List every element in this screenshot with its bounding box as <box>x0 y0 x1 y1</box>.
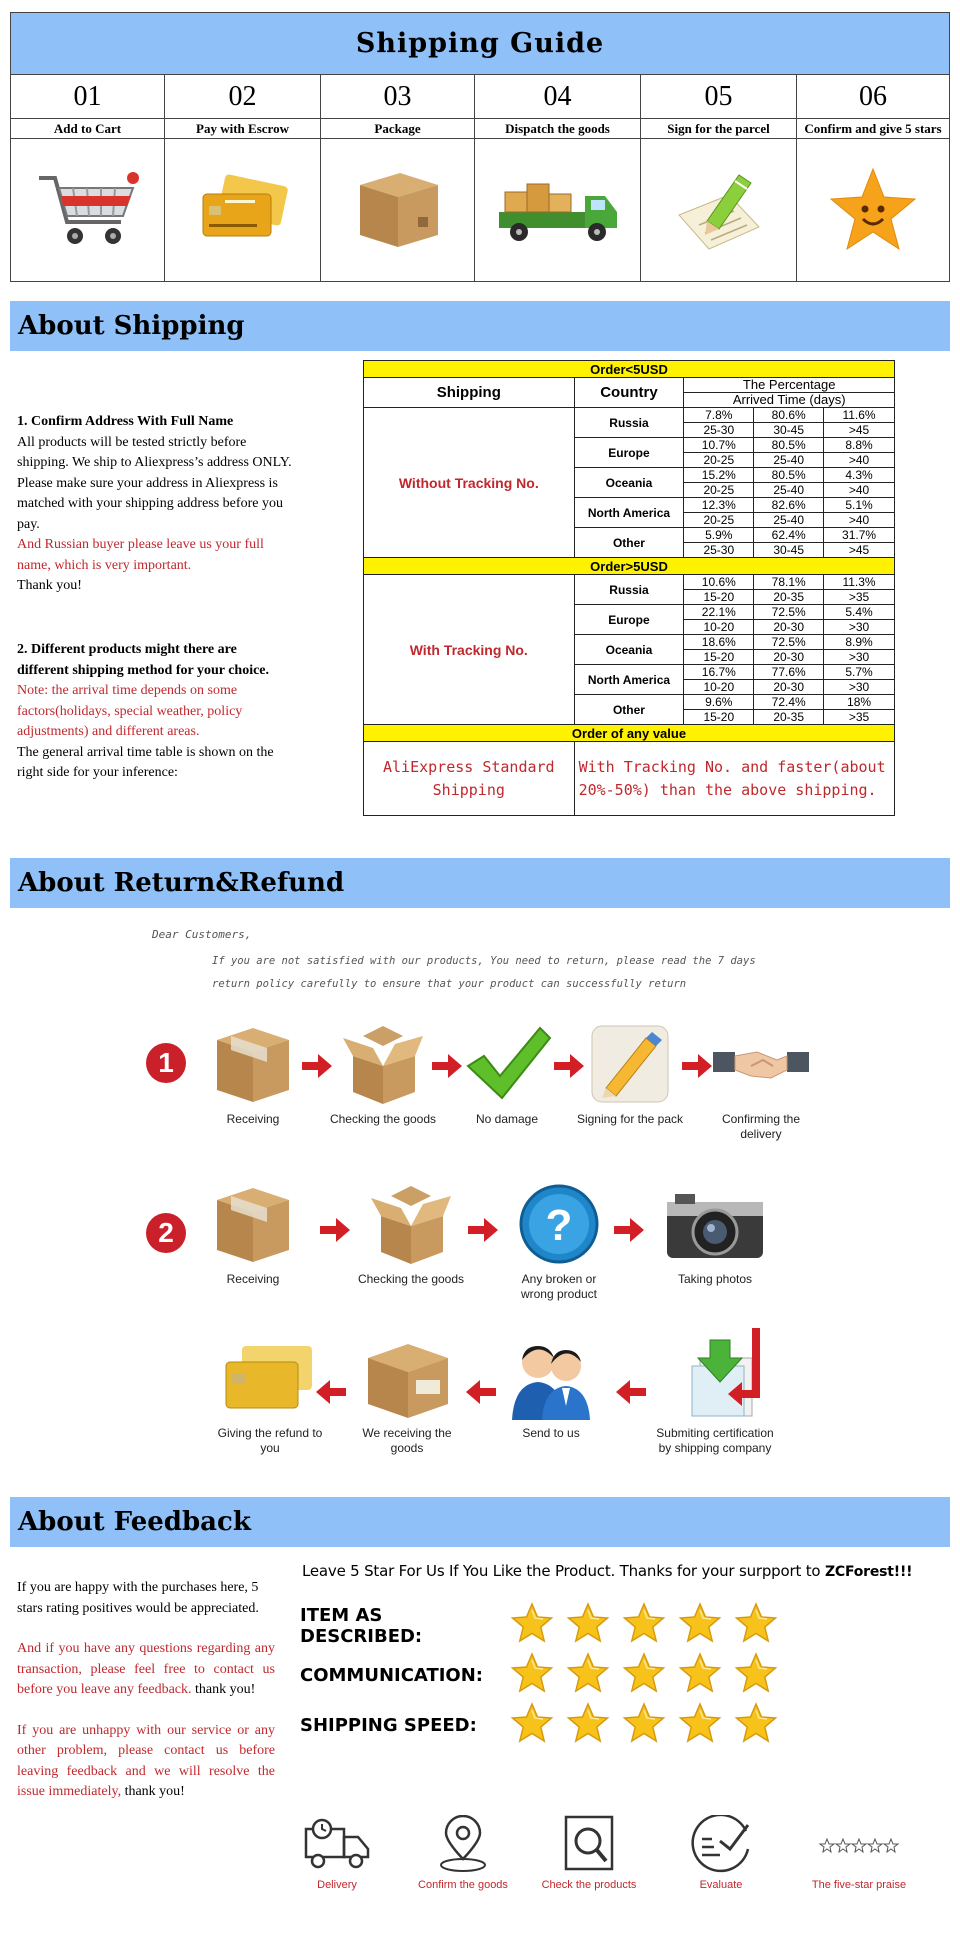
percentage-cell: 80.6% <box>754 408 824 423</box>
return-policy-line-1: If you are not satisfied with our products, You need to return, please read the 7 days <box>212 955 756 967</box>
percentage-cell: 10.6% <box>684 575 754 590</box>
percentage-cell: 82.6% <box>754 498 824 513</box>
percentage-cell: 77.6% <box>754 665 824 680</box>
evaluate-check-icon <box>686 1815 756 1875</box>
col-arrived-time: Arrived Time (days) <box>684 393 895 408</box>
feedback-step-label: Check the products <box>541 1879 637 1891</box>
standard-shipping-note: With Tracking No. and faster(about 20%-50%) than the above shipping. <box>574 742 894 816</box>
star-icon <box>566 1602 610 1649</box>
days-cell: 20-35 <box>754 590 824 605</box>
refund-step-caption: Receiving <box>226 1272 280 1286</box>
star-icon <box>622 1702 666 1749</box>
feedback-step-evaluate <box>656 1815 786 1891</box>
percentage-cell: 11.3% <box>824 575 895 590</box>
star-icon <box>566 1702 610 1749</box>
rating-item-described <box>300 1602 778 1649</box>
col-country: Country <box>574 378 684 408</box>
order-any-label: Order of any value <box>364 725 895 742</box>
step-label: Sign for the parcel <box>641 119 796 139</box>
star-rating <box>510 1602 778 1649</box>
feedback-step-label: Confirm the goods <box>418 1879 508 1891</box>
percentage-cell: 5.1% <box>824 498 895 513</box>
percentage-cell: 8.8% <box>824 438 895 453</box>
days-cell: 20-25 <box>684 453 754 468</box>
star-icon <box>566 1652 610 1699</box>
percentage-cell: 15.2% <box>684 468 754 483</box>
days-cell: 10-20 <box>684 680 754 695</box>
country-cell: Other <box>574 695 684 725</box>
percentage-cell: 5.9% <box>684 528 754 543</box>
rating-label: SHIPPING SPEED: <box>300 1715 477 1736</box>
standard-shipping-name: AliExpress Standard Shipping <box>364 742 575 816</box>
feedback-notes <box>17 1578 275 1823</box>
days-cell: >30 <box>824 680 895 695</box>
percentage-cell: 5.7% <box>824 665 895 680</box>
feedback-step-delivery <box>272 1815 402 1891</box>
refund-step-caption: Send to us <box>522 1426 580 1440</box>
five-stars-outline-icon <box>819 1815 899 1875</box>
rating-communication <box>300 1652 778 1699</box>
percentage-cell: 31.7% <box>824 528 895 543</box>
col-shipping: Shipping <box>364 378 575 408</box>
step-number: 05 <box>641 75 796 119</box>
days-cell: 20-35 <box>754 710 824 725</box>
address-thanks: Thank you! <box>17 578 82 593</box>
step-label: Package <box>321 119 474 139</box>
days-cell: >30 <box>824 650 895 665</box>
method-heading: 2. Different products might there are different shipping method for your choice. <box>17 642 270 678</box>
country-cell: North America <box>574 498 684 528</box>
feedback-step-label: The five-star praise <box>811 1879 907 1891</box>
step-label: Pay with Escrow <box>165 119 320 139</box>
days-cell: 25-40 <box>754 483 824 498</box>
about-feedback-header <box>10 1497 950 1547</box>
step-number: 03 <box>321 75 474 119</box>
section-title: About Feedback <box>18 1507 251 1537</box>
method-note: Note: the arrival time depends on some factors(holidays, special weather, policy adjustments) and different areas. <box>17 683 243 739</box>
percentage-cell: 18% <box>824 695 895 710</box>
order-gt-label: Order>5USD <box>364 558 895 575</box>
rating-shipping-speed <box>300 1702 778 1749</box>
feedback-step-check <box>524 1815 654 1891</box>
days-cell: 15-20 <box>684 590 754 605</box>
svg-text:?: ? <box>545 1201 573 1250</box>
days-cell: 25-40 <box>754 513 824 528</box>
method-without-tracking: Without Tracking No. <box>364 408 575 558</box>
star-icon <box>678 1702 722 1749</box>
feedback-questions-thanks: thank you! <box>195 1682 256 1697</box>
shipping-guide-title: Shipping Guide <box>355 28 605 59</box>
star-icon <box>734 1702 778 1749</box>
star-icon <box>678 1652 722 1699</box>
refund-step-caption: Checking the goods <box>357 1272 465 1286</box>
order-lt-label: Order<5USD <box>364 361 895 378</box>
days-cell: >40 <box>824 453 895 468</box>
brand-name: ZCForest!!! <box>824 1564 913 1580</box>
percentage-cell: 80.5% <box>754 468 824 483</box>
step-number: 04 <box>475 75 640 119</box>
days-cell: 30-45 <box>754 423 824 438</box>
percentage-cell: 72.5% <box>754 635 824 650</box>
days-cell: 25-30 <box>684 543 754 558</box>
star-icon <box>678 1602 722 1649</box>
return-policy-line-2: return policy carefully to ensure that your product can successfully return <box>212 978 687 990</box>
percentage-cell: 80.5% <box>754 438 824 453</box>
address-important: And Russian buyer please leave us your full name, which is very important. <box>17 537 264 573</box>
country-cell: Europe <box>574 438 684 468</box>
percentage-cell: 62.4% <box>754 528 824 543</box>
section-title: About Shipping <box>18 311 245 341</box>
country-cell: Russia <box>574 575 684 605</box>
percentage-cell: 11.6% <box>824 408 895 423</box>
days-cell: 15-20 <box>684 710 754 725</box>
refund-step-caption: Taking photos <box>677 1272 753 1286</box>
days-cell: 20-30 <box>754 620 824 635</box>
magnifier-icon <box>554 1815 624 1875</box>
days-cell: 10-20 <box>684 620 754 635</box>
feedback-step-label: Delivery <box>317 1879 357 1891</box>
star-rating <box>510 1652 778 1699</box>
refund-step-caption: Giving the refund to you <box>217 1426 323 1455</box>
feedback-headline <box>302 1562 912 1580</box>
days-cell: 20-30 <box>754 680 824 695</box>
star-icon <box>510 1602 554 1649</box>
star-icon <box>734 1602 778 1649</box>
percentage-cell: 12.3% <box>684 498 754 513</box>
days-cell: 25-30 <box>684 423 754 438</box>
country-cell: North America <box>574 665 684 695</box>
feedback-unhappy-text: If you are unhappy with our service or any other problem, please contact us before leaving feedback and we will resolve the issue immediately, <box>17 1722 275 1799</box>
refund-step-caption: Checking the goods <box>329 1112 437 1126</box>
feedback-headline-text: Leave 5 Star For Us If You Like the Product. Thanks for your surpport to <box>302 1562 821 1580</box>
step-number: 06 <box>797 75 949 119</box>
country-cell: Other <box>574 528 684 558</box>
percentage-cell: 4.3% <box>824 468 895 483</box>
percentage-cell: 72.4% <box>754 695 824 710</box>
refund-step-caption: No damage <box>475 1112 539 1126</box>
percentage-cell: 18.6% <box>684 635 754 650</box>
feedback-step-label: Evaluate <box>699 1879 743 1891</box>
refund-step-caption: We receiving the goods <box>362 1426 452 1455</box>
step-label: Dispatch the goods <box>475 119 640 139</box>
star-icon <box>510 1652 554 1699</box>
col-percentage: The Percentage <box>684 378 895 393</box>
feedback-step-praise <box>794 1815 924 1891</box>
percentage-cell: 78.1% <box>754 575 824 590</box>
delivery-truck-outline-icon <box>302 1815 372 1875</box>
days-cell: 15-20 <box>684 650 754 665</box>
country-cell: Oceania <box>574 468 684 498</box>
country-cell: Russia <box>574 408 684 438</box>
days-cell: >40 <box>824 513 895 528</box>
refund-step-caption: Confirming the delivery <box>721 1112 801 1141</box>
location-pin-icon <box>428 1815 498 1875</box>
address-heading: 1. Confirm Address With Full Name <box>17 414 234 429</box>
star-icon <box>510 1702 554 1749</box>
percentage-cell: 9.6% <box>684 695 754 710</box>
percentage-cell: 8.9% <box>824 635 895 650</box>
percentage-cell: 22.1% <box>684 605 754 620</box>
percentage-cell: 72.5% <box>754 605 824 620</box>
step-number: 01 <box>11 75 164 119</box>
rating-label: COMMUNICATION: <box>300 1665 483 1686</box>
method-with-tracking: With Tracking No. <box>364 575 575 725</box>
step-label: Add to Cart <box>11 119 164 139</box>
star-icon <box>622 1602 666 1649</box>
star-icon <box>734 1652 778 1699</box>
star-rating <box>510 1702 778 1749</box>
days-cell: >40 <box>824 483 895 498</box>
days-cell: >30 <box>824 620 895 635</box>
days-cell: >35 <box>824 590 895 605</box>
percentage-cell: 10.7% <box>684 438 754 453</box>
days-cell: 30-45 <box>754 543 824 558</box>
percentage-cell: 16.7% <box>684 665 754 680</box>
rating-label: ITEM AS DESCRIBED: <box>300 1604 423 1647</box>
days-cell: >45 <box>824 423 895 438</box>
refund-step-caption: Submiting certification by shipping company <box>656 1426 774 1455</box>
feedback-happy-text: If you are happy with the purchases here, 5 stars rating positives would be appreciated. <box>17 1580 259 1616</box>
step-two-badge: 2 <box>146 1213 186 1253</box>
percentage-cell: 7.8% <box>684 408 754 423</box>
method-body: The general arrival time table is shown on the right side for your inference: <box>17 744 274 780</box>
country-cell: Europe <box>574 605 684 635</box>
days-cell: 20-30 <box>754 650 824 665</box>
address-body: All products will be tested strictly before shipping. We ship to Aliexpress’s address ONLY. Please make sure your address in Aliexpress is matched with your shipping address before you pay. <box>17 434 292 532</box>
country-cell: Oceania <box>574 635 684 665</box>
days-cell: >35 <box>824 710 895 725</box>
percentage-cell: 5.4% <box>824 605 895 620</box>
dear-customers: Dear Customers, <box>152 928 252 941</box>
step-one-badge: 1 <box>146 1043 186 1083</box>
section-title: About Return&Refund <box>18 868 345 898</box>
step-label: Confirm and give 5 stars <box>797 119 949 139</box>
refund-step-caption: Signing for the pack <box>576 1112 684 1126</box>
days-cell: >45 <box>824 543 895 558</box>
feedback-unhappy-thanks: thank you! <box>124 1784 185 1799</box>
refund-step-caption: Any broken or wrong product <box>520 1272 598 1301</box>
feedback-step-confirm <box>398 1815 528 1891</box>
days-cell: 20-25 <box>684 483 754 498</box>
step-number: 02 <box>165 75 320 119</box>
star-icon <box>622 1652 666 1699</box>
days-cell: 20-25 <box>684 513 754 528</box>
refund-step-caption: Receiving <box>226 1112 280 1126</box>
days-cell: 25-40 <box>754 453 824 468</box>
feedback-questions-text: And if you have any questions regarding any transaction, please feel free to contact us before you leave any feedback. <box>17 1641 275 1697</box>
